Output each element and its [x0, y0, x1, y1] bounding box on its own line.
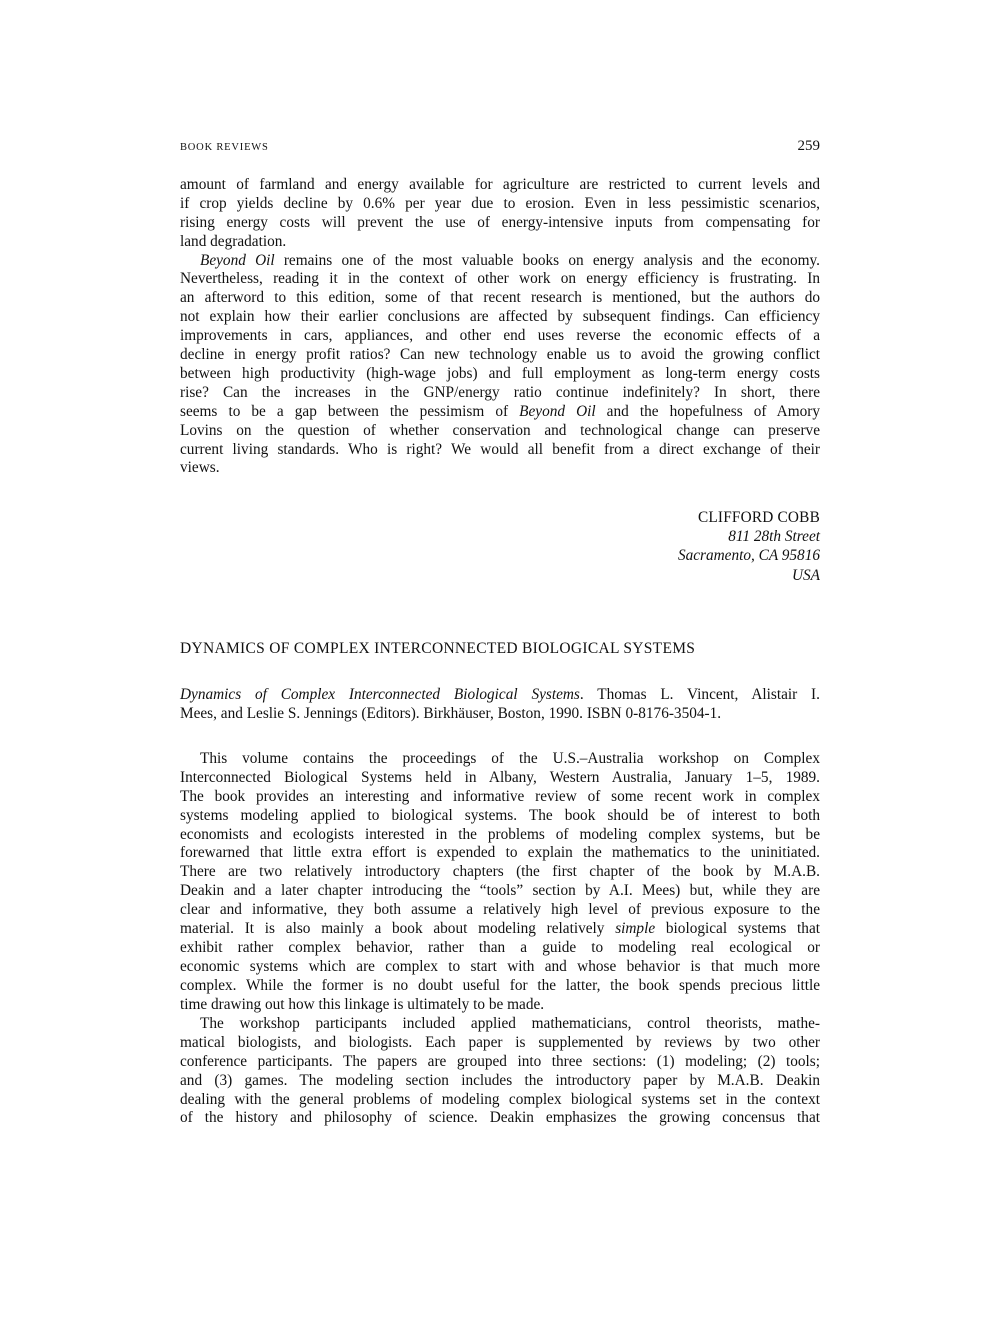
text-line: views. — [180, 459, 220, 477]
text-line: improvements in cars, appliances, and other end uses reverse the economic effects of a — [180, 327, 820, 345]
text-line: and (3) games. The modeling section includes the introductory paper by M.A.B. Deakin — [180, 1071, 820, 1089]
text-line: dealing with the general problems of modeling complex biological systems set in the context — [180, 1090, 820, 1108]
text-line: This volume contains the proceedings of the U.S.–Australia workshop on Complex — [200, 750, 820, 767]
review2-citation — [180, 686, 820, 724]
emphasis-italic: simple — [615, 920, 656, 938]
reviewer-street: 811 28th Street — [728, 528, 820, 546]
review1-paragraph-1 — [180, 176, 820, 252]
text-line: There are two relatively introductory chapters (the first chapter of the book by M.A.B. — [180, 863, 820, 881]
text-line: not explain how their earlier conclusions are affected by subsequent findings. Can efficiency — [180, 308, 820, 326]
text-line: Dynamics of Complex Interconnected Biological Systems. Thomas L. Vincent, Alistair I. — [180, 686, 820, 703]
reviewer-signature — [180, 508, 820, 585]
running-head — [180, 138, 820, 158]
text-line: rising energy costs will prevent the use of energy-intensive inputs from compensating for — [180, 213, 820, 231]
text-line: of the history and philosophy of science. Deakin emphasizes the growing concensus that — [180, 1109, 820, 1127]
reviewer-city: Sacramento, CA 95816 — [677, 547, 820, 565]
review1-paragraph-2 — [180, 252, 820, 479]
text-line: clear and informative, they both assume a relatively high level of previous exposure to the — [180, 901, 820, 919]
text-line: rise? Can the increases in the GNP/energy ratio continue indefinitely? In short, there — [180, 383, 820, 401]
running-title: BOOK REVIEWS — [180, 142, 269, 153]
text-line: matical biologists, and biologists. Each paper is supplemented by reviews by two other — [180, 1033, 820, 1051]
review2-paragraph-2 — [180, 1015, 820, 1128]
text-line: Lovins on the question of whether conservation and technological change can preserve — [180, 421, 820, 439]
text-line: economic systems which are complex to start with and whose behavior is that much more — [180, 957, 820, 975]
review2-paragraph-1 — [180, 750, 820, 1014]
book-title-italic: Beyond Oil — [519, 402, 596, 420]
text-line: systems modeling applied to biological systems. The book should be of interest to both — [180, 806, 820, 824]
text-line: The workshop participants included applied mathematicians, control theorists, mathe- — [200, 1015, 820, 1032]
text-line: decline in energy profit ratios? Can new technology enable us to avoid the growing conflict — [180, 346, 820, 364]
reviewer-country: USA — [791, 566, 820, 584]
text-line: seems to be a gap between the pessimism of Beyond Oil and the hopefulness of Amory — [180, 402, 821, 420]
text-line: an afterword to this edition, some of that recent research is mentioned, but the authors do — [180, 289, 820, 307]
reviewer-name: CLIFFORD COBB — [697, 509, 820, 526]
text-line: land degradation. — [180, 232, 287, 250]
text-line: material. It is also mainly a book about modeling relatively simple biological systems that — [180, 920, 820, 938]
text-line: complex. While the former is no doubt useful for the latter, the book spends precious little — [180, 976, 820, 994]
text-line: Beyond Oil remains one of the most valuable books on energy analysis and the economy. — [200, 251, 820, 269]
text-line: exhibit rather complex behavior, rather than a guide to modeling real ecological or — [180, 938, 820, 956]
page-number: 259 — [797, 138, 820, 154]
text-line: Deakin and a later chapter introducing the “tools” section by A.I. Mees) but, while they are — [180, 882, 820, 900]
text-line: amount of farmland and energy available for agriculture are restricted to current levels and — [180, 176, 820, 193]
book-title-italic: Beyond Oil — [200, 251, 275, 269]
text-line: conference participants. The papers are grouped into three sections: (1) modeling; (2) tools; — [180, 1052, 820, 1070]
review2-section-title: DYNAMICS OF COMPLEX INTERCONNECTED BIOLOGICAL SYSTEMS — [180, 640, 696, 657]
text-line: between high productivity (high-wage jobs) and full employment as long-term energy costs — [180, 364, 820, 382]
text-line: forewarned that little extra effort is expended to explain the mathematics to the uninitiated. — [180, 844, 820, 862]
text-line: economists and ecologists interested in the problems of modeling complex systems, but be — [180, 825, 820, 843]
text-line: Interconnected Biological Systems held in Albany, Western Australia, January 1–5, 1989. — [180, 768, 820, 786]
text-line: The book provides an interesting and informative review of some recent work in complex — [180, 787, 820, 805]
text-line: time drawing out how this linkage is ultimately to be made. — [180, 995, 545, 1013]
book-title-italic: Dynamics of Complex Interconnected Biological Systems — [180, 686, 580, 703]
text-line: Nevertheless, reading it in the context of other work on energy efficiency is frustrating. In — [180, 270, 820, 288]
text-line: Mees, and Leslie S. Jennings (Editors). Birkhäuser, Boston, 1990. ISBN 0-8176-3504-1. — [180, 704, 722, 722]
text-line: current living standards. Who is right? We would all benefit from a direct exchange of their — [180, 440, 820, 458]
text-line: if crop yields decline by 0.6% per year due to erosion. Even in less pessimistic scenarios, — [180, 194, 820, 212]
